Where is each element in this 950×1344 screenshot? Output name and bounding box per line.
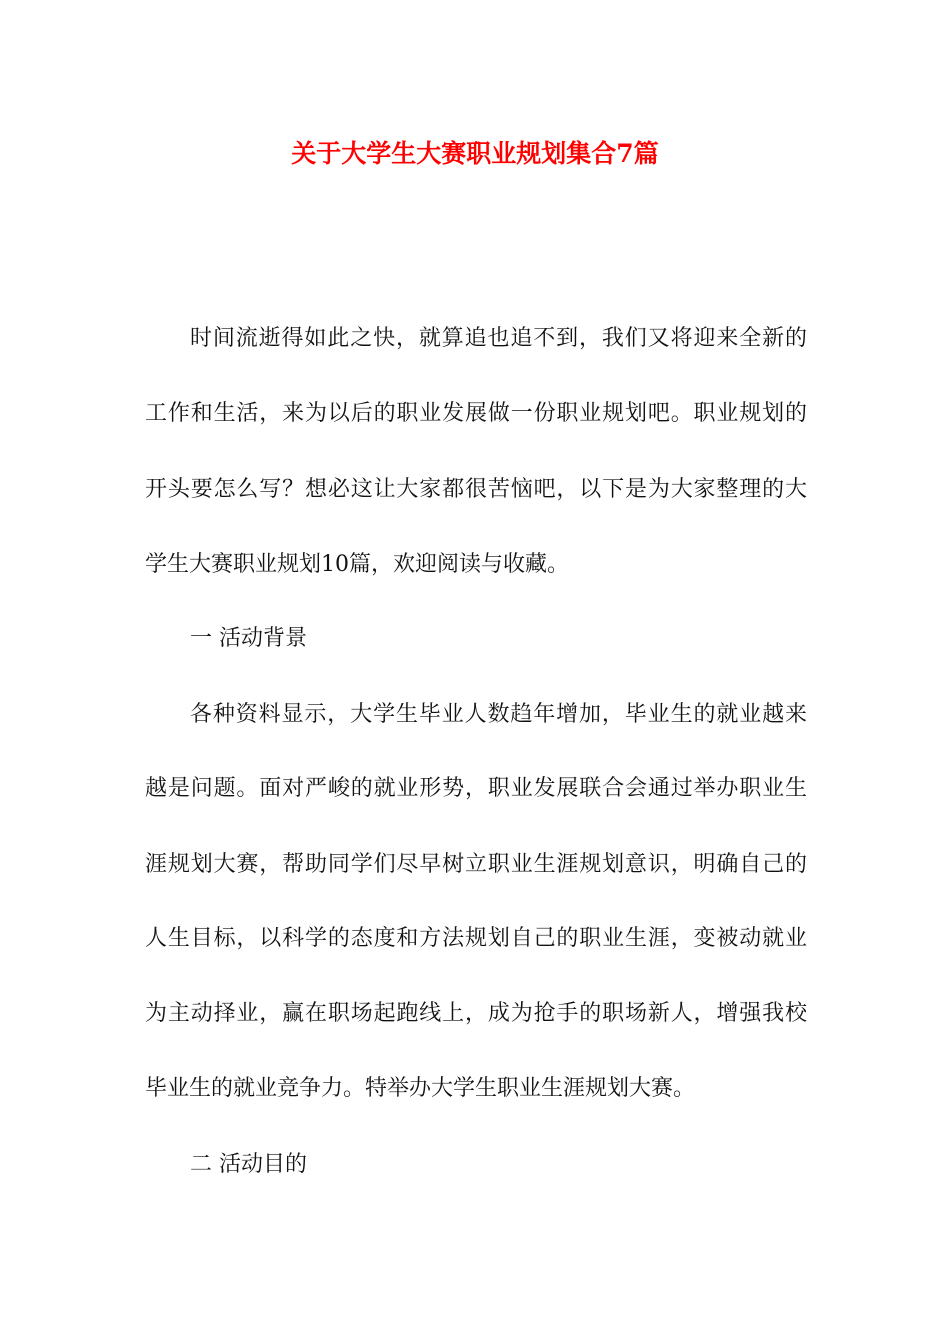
section1-line-3: 涯规划大赛，帮助同学们尽早树立职业生涯规划意识，明确自己的 xyxy=(145,852,807,877)
section2-heading: 二 活动目的 xyxy=(190,1152,307,1177)
intro-line-4: 学生大赛职业规划10篇，欢迎阅读与收藏。 xyxy=(145,552,569,577)
section1-heading: 一 活动背景 xyxy=(190,626,307,651)
section1-line-1: 各种资料显示，大学生毕业人数趋年增加，毕业生的就业越来 xyxy=(190,702,807,727)
intro-line-2: 工作和生活，来为以后的职业发展做一份职业规划吧。职业规划的 xyxy=(145,401,807,426)
intro-line-1: 时间流逝得如此之快，就算追也追不到，我们又将迎来全新的 xyxy=(190,326,807,351)
section1-line-6: 毕业生的就业竞争力。特举办大学生职业生涯规划大赛。 xyxy=(145,1076,696,1101)
document-title: 关于大学生大赛职业规划集合7篇 xyxy=(291,139,659,168)
section1-line-4: 人生目标，以科学的态度和方法规划自己的职业生涯，变被动就业 xyxy=(145,926,807,951)
section1-line-2: 越是问题。面对严峻的就业形势，职业发展联合会通过举办职业生 xyxy=(145,776,807,801)
section1-line-5: 为主动择业，赢在职场起跑线上，成为抢手的职场新人，增强我校 xyxy=(145,1001,807,1026)
intro-line-3: 开头要怎么写？想必这让大家都很苦恼吧，以下是为大家整理的大 xyxy=(145,477,807,502)
